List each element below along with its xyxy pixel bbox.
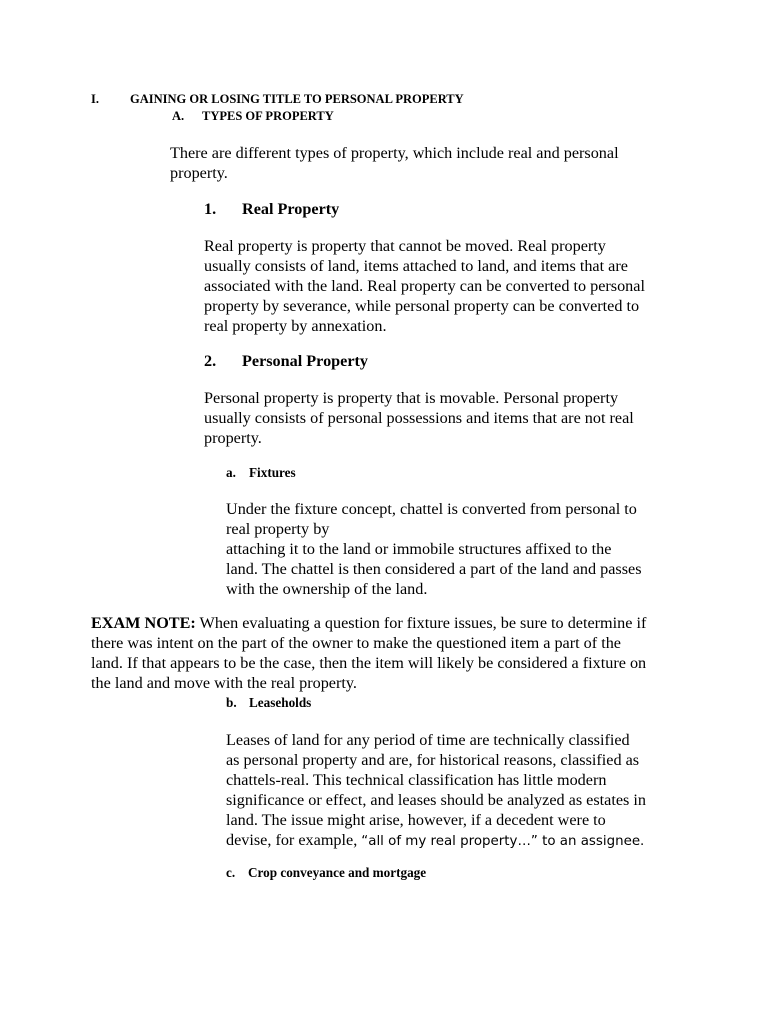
section-title: GAINING OR LOSING TITLE TO PERSONAL PROPERTY xyxy=(130,92,464,106)
paragraph-line: Personal property is property that is movable. Personal property xyxy=(204,389,619,407)
paragraph-line: property by severance, while personal property can be converted to xyxy=(204,297,640,315)
crop-heading: Crop conveyance and mortgage xyxy=(248,865,427,880)
paragraph-line: usually consists of personal possessions and items that are not real xyxy=(204,409,634,427)
fixtures-heading: Fixtures xyxy=(249,465,296,480)
crop-letter: c. xyxy=(226,865,236,880)
paragraph-line: land. If that appears to be the case, then the item will likely be considered a fixture on xyxy=(91,654,647,672)
paragraph-line: associated with the land. Real property can be converted to personal xyxy=(204,277,645,295)
paragraph-line: Leases of land for any period of time are technically classified xyxy=(226,731,630,749)
leaseholds-heading: Leaseholds xyxy=(249,695,312,710)
exam-note xyxy=(91,613,646,693)
paragraph-line: attaching it to the land or immobile structures affixed to the xyxy=(226,540,612,558)
paragraph-line: there was intent on the part of the owner to make the questioned item a part of the xyxy=(91,634,621,652)
paragraph-line: There are different types of property, which include real and personal xyxy=(170,144,619,162)
paragraph-line: with the ownership of the land. xyxy=(226,580,428,598)
paragraph-line: significance or effect, and leases should be analyzed as estates in xyxy=(226,791,646,809)
paragraph-line: chattels-real. This technical classification has little modern xyxy=(226,771,607,789)
personal-property-number: 2. xyxy=(204,352,217,370)
paragraph-line: real property by annexation. xyxy=(204,317,387,335)
paragraph-line: usually consists of land, items attached to land, and items that are xyxy=(204,257,628,275)
fixtures-paragraph xyxy=(226,499,642,599)
real-property-number: 1. xyxy=(204,200,217,218)
paragraph-line: land. The issue might arise, however, if a decedent were to xyxy=(226,811,606,829)
exam-note-label: EXAM NOTE: xyxy=(91,614,196,632)
paragraph-line: the land and move with the real property. xyxy=(91,674,357,692)
leaseholds-paragraph xyxy=(226,730,646,852)
paragraph-line: as personal property and are, for historical reasons, classified as xyxy=(226,751,640,769)
subsection-title: TYPES OF PROPERTY xyxy=(202,109,334,123)
personal-property-heading: Personal Property xyxy=(242,352,369,370)
paragraph-line: Real property is property that cannot be moved. Real property xyxy=(204,237,606,255)
personal-property-paragraph xyxy=(204,388,634,448)
paragraph-line: real property by xyxy=(226,520,330,538)
paragraph-line: property. xyxy=(170,164,228,182)
leaseholds-last-text: devise, for example, xyxy=(226,831,362,849)
paragraph-line: Under the fixture concept, chattel is converted from personal to xyxy=(226,500,637,518)
paragraph-line xyxy=(91,613,646,633)
real-property-paragraph xyxy=(204,236,645,336)
intro-paragraph xyxy=(170,143,619,183)
real-property-heading: Real Property xyxy=(242,200,340,218)
paragraph-line: property. xyxy=(204,429,262,447)
leaseholds-letter: b. xyxy=(226,695,237,710)
subsection-letter: A. xyxy=(172,109,185,123)
section-number: I. xyxy=(91,92,99,106)
paragraph-line: land. The chattel is then considered a part of the land and passes xyxy=(226,560,642,578)
leaseholds-quote-text: “all of my real property…” to an assignee. xyxy=(361,834,645,849)
fixtures-letter: a. xyxy=(226,465,236,480)
paragraph-line xyxy=(226,830,646,852)
exam-note-text: When evaluating a question for fixture issues, be sure to determine if xyxy=(195,614,647,632)
